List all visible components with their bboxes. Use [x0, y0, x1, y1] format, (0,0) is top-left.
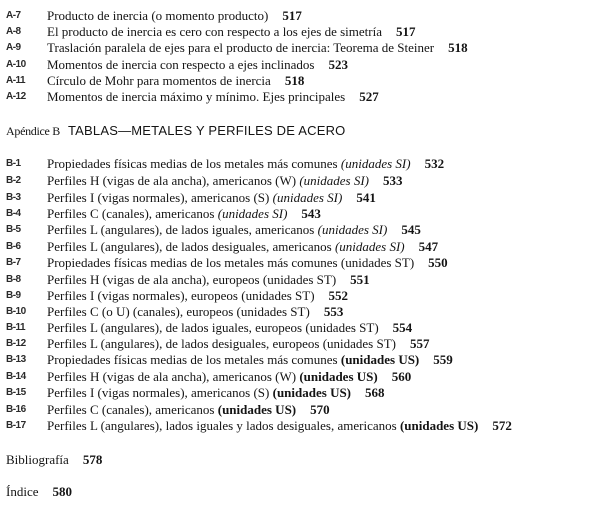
entry-code: B-14: [6, 371, 26, 382]
entry-units: (unidades US): [217, 402, 297, 417]
entry-page: 518: [284, 73, 305, 88]
toc-entry-index[interactable]: [6, 484, 72, 500]
entry-code: B-6: [6, 241, 21, 252]
entry-code: A-8: [6, 26, 21, 37]
entry-title: El producto de inercia es cero con respecto a los ejes de simetría: [47, 24, 382, 39]
entry-title: Producto de inercia (o momento producto): [47, 8, 269, 23]
appendix-title: TABLAS—METALES Y PERFILES DE ACERO: [67, 123, 346, 138]
entry-page: 560: [391, 369, 412, 384]
entry-title: Perfiles I (vigas normales), americanos (S): [47, 190, 270, 205]
entry-title: Propiedades físicas medias de los metales más comunes: [47, 156, 338, 171]
entry-units: (unidades ST): [305, 320, 379, 335]
entry-units: (unidades SI): [299, 173, 369, 188]
entry-page: 541: [356, 190, 376, 205]
entry-units: (unidades SI): [217, 206, 288, 221]
entry-title: Perfiles C (canales), americanos: [47, 206, 215, 221]
toc-entry-bibliography[interactable]: [6, 452, 102, 468]
entry-units: (unidades US): [340, 352, 420, 367]
entry-page: 553: [323, 304, 344, 319]
entry-code: A-7: [6, 10, 21, 21]
entry-code: B-10: [6, 306, 26, 317]
entry-units: (unidades SI): [272, 190, 343, 205]
entry-title: Perfiles I (vigas normales), europeos: [47, 288, 238, 303]
entry-code: B-11: [6, 322, 26, 333]
entry-units: (unidades US): [299, 369, 378, 384]
entry-page: 554: [392, 320, 413, 335]
entry-code: A-11: [6, 75, 26, 86]
appendix-label: Apéndice B: [6, 124, 60, 138]
entry-page: 533: [383, 173, 403, 188]
entry-page: 552: [328, 288, 349, 303]
entry-title: Perfiles C (o U) (canales), europeos: [47, 304, 234, 319]
entry-title: Perfiles L (angulares), de lados desiguales, europeos: [47, 336, 320, 351]
bibliography-label: Bibliografía: [6, 452, 69, 467]
entry-units: (unidades US): [272, 385, 352, 400]
entry-code: B-13: [6, 354, 26, 365]
index-page: 580: [52, 484, 72, 499]
entry-code: B-15: [6, 387, 26, 398]
entry-title: Perfiles H (vigas de ala ancha), americanos (W): [47, 173, 297, 188]
entry-page: 527: [359, 89, 379, 104]
entry-code: B-1: [6, 158, 21, 169]
entry-page: 518: [448, 40, 468, 55]
entry-page: 570: [310, 402, 330, 417]
entry-page: 532: [424, 156, 445, 171]
entry-units: (unidades SI): [340, 156, 411, 171]
entry-code: B-9: [6, 290, 21, 301]
entry-code: A-10: [6, 59, 26, 70]
entry-code: B-7: [6, 257, 21, 268]
entry-page: 545: [401, 222, 421, 237]
entry-units: (unidades ST): [262, 272, 337, 287]
entry-title: Perfiles I (vigas normales), americanos (S): [47, 385, 270, 400]
entry-title: Círculo de Mohr para momentos de inercia: [47, 73, 271, 88]
entry-page: 523: [328, 57, 348, 72]
entry-page: 517: [395, 24, 416, 39]
entry-units: (unidades ST): [241, 288, 315, 303]
entry-title: Perfiles C (canales), americanos: [47, 402, 215, 417]
entry-code: B-5: [6, 224, 21, 235]
entry-code: B-12: [6, 338, 26, 349]
entry-units: (unidades ST): [322, 336, 396, 351]
appendix-b-heading[interactable]: [6, 123, 345, 139]
entry-page: 557: [409, 336, 430, 351]
entry-code: A-12: [6, 91, 26, 102]
bibliography-page: 578: [82, 452, 103, 467]
entry-code: B-17: [6, 420, 26, 431]
entry-title: Traslación paralela de ejes para el producto de inercia: Teorema de Steiner: [47, 40, 435, 55]
entry-title: Propiedades físicas medias de los metales más comunes: [47, 255, 338, 270]
entry-page: 547: [418, 239, 439, 254]
entry-code: B-16: [6, 404, 26, 415]
entry-page: 543: [301, 206, 321, 221]
entry-title: Perfiles H (vigas de ala ancha), americanos (W): [47, 369, 297, 384]
entry-code: B-3: [6, 192, 21, 203]
entry-title: Propiedades físicas medias de los metales más comunes: [47, 352, 338, 367]
entry-code: B-8: [6, 274, 21, 285]
entry-title: Perfiles L (angulares), lados iguales y lados desiguales, americanos: [47, 418, 397, 433]
entry-page: 559: [433, 352, 453, 367]
entry-units: (unidades SI): [317, 222, 388, 237]
entry-units: (unidades SI): [334, 239, 405, 254]
entry-code: B-4: [6, 208, 21, 219]
entry-page: 572: [492, 418, 512, 433]
entry-title: Perfiles L (angulares), de lados iguales, americanos: [47, 222, 315, 237]
entry-title: Perfiles L (angulares), de lados desiguales, americanos: [47, 239, 332, 254]
entry-page: 551: [350, 272, 370, 287]
entry-title: Momentos de inercia con respecto a ejes inclinados: [47, 57, 315, 72]
entry-title: Perfiles H (vigas de ala ancha), europeos: [47, 272, 260, 287]
entry-code: A-9: [6, 42, 21, 53]
entry-code: B-2: [6, 175, 21, 186]
entry-title: Momentos de inercia máximo y mínimo. Ejes principales: [47, 89, 346, 104]
entry-page: 568: [365, 385, 385, 400]
entry-units: (unidades US): [399, 418, 479, 433]
entry-page: 550: [428, 255, 448, 270]
entry-page: 517: [282, 8, 302, 23]
entry-units: (unidades ST): [236, 304, 310, 319]
entry-title: Perfiles L (angulares), de lados iguales, europeos: [47, 320, 303, 335]
entry-units: (unidades ST): [340, 255, 415, 270]
index-label: Índice: [6, 484, 39, 499]
